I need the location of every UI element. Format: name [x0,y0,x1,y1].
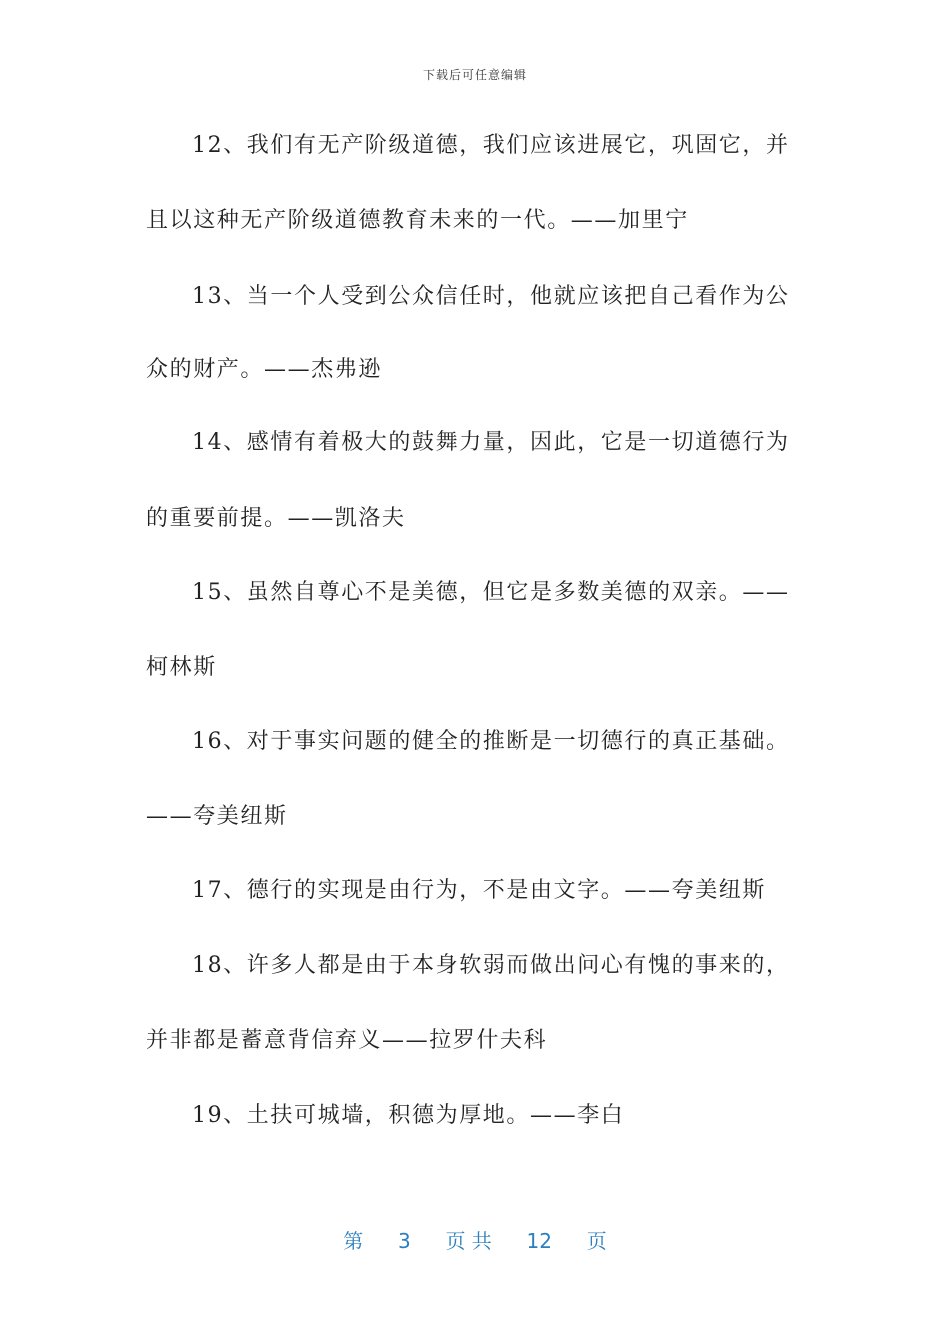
quote-18-line-1: 18、许多人都是由于本身软弱而做出问心有愧的事来的， [192,953,790,978]
quote-14-line-2: 的重要前提。——凯洛夫 [146,506,406,531]
footer-middle: 页 共 [445,1229,492,1253]
quote-13-line-1: 13、当一个人受到公众信任时，他就应该把自己看作为公 [192,284,790,309]
footer-total-pages: 12 [526,1229,552,1253]
quote-12-line-1: 12、我们有无产阶级道德，我们应该进展它，巩固它，并 [192,133,790,158]
footer-prefix: 第 [343,1229,364,1253]
page-header: 下载后可任意编辑 [422,68,527,82]
quote-14-line-1: 14、感情有着极大的鼓舞力量，因此，它是一切道德行为 [192,430,790,455]
quote-19-line-1: 19、土扶可城墙，积德为厚地。——李白 [192,1103,625,1128]
quote-13-line-2: 众的财产。——杰弗逊 [146,357,383,382]
footer-suffix: 页 [586,1229,607,1253]
quote-15-line-1: 15、虽然自尊心不是美德，但它是多数美德的双亲。—— [192,580,790,605]
quote-16-line-1: 16、对于事实问题的健全的推断是一切德行的真正基础。 [192,729,790,754]
quote-15-line-2: 柯林斯 [146,655,217,680]
quote-18-line-2: 并非都是蓄意背信弃义——拉罗什夫科 [146,1028,548,1053]
footer-current-page: 3 [398,1229,411,1253]
page-number-footer [0,1225,950,1254]
quote-12-line-2: 且以这种无产阶级道德教育未来的一代。——加里宁 [146,208,689,233]
quote-16-line-2: ——夸美纽斯 [146,804,288,829]
quote-17-line-1: 17、德行的实现是由行为，不是由文字。——夸美纽斯 [192,878,766,903]
